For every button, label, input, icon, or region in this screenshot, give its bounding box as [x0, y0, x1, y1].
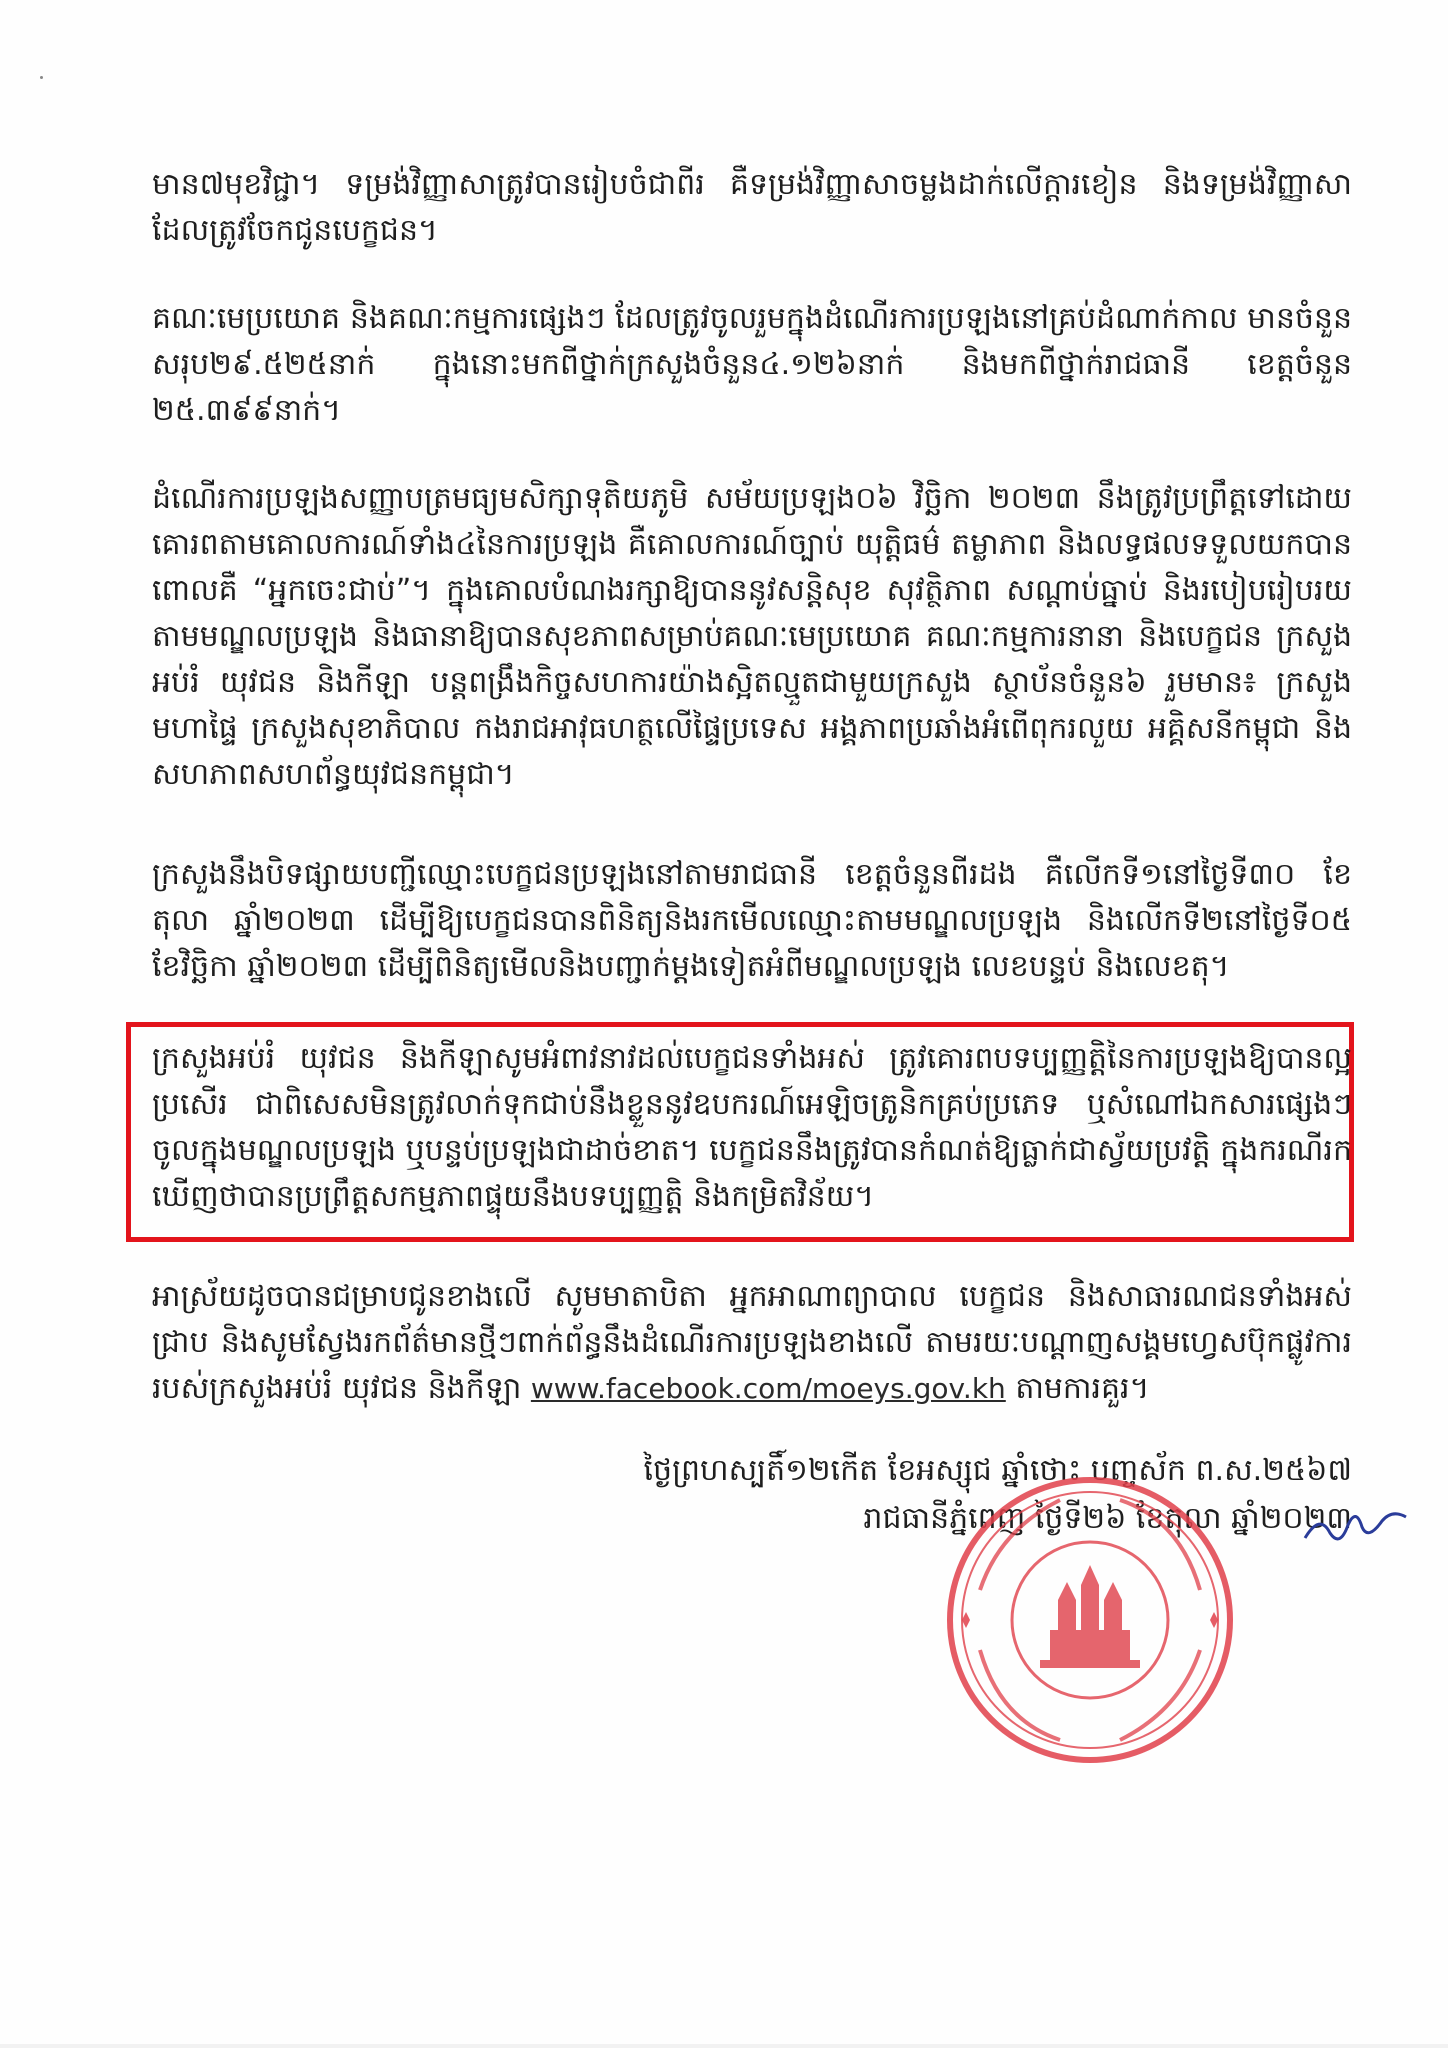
paragraph-subjects: មាន៧មុខវិជ្ជា។ ទម្រង់វិញ្ញាសាត្រូវបានរៀបចំជាពីរ គឺទម្រង់វិញ្ញាសាចម្លងដាក់លើក្តារខៀន និងទម្រង់វិញ្ញាសាដែលត្រូវចែកជូនបេក្ខជន។ — [152, 167, 1352, 248]
scan-speck — [40, 76, 43, 79]
lunar-date-line: ថ្ងៃព្រហស្បតិ៍១២កើត ខែអស្សុជ ឆ្នាំថោះ បញ្ចស័ក ព.ស.២៥៦៧ — [643, 1453, 1352, 1488]
closing-tail: តាមការគួរ។ — [1005, 1371, 1150, 1406]
paragraph-closing — [152, 1274, 1352, 1412]
ministry-seal-icon — [940, 1470, 1240, 1770]
facebook-link[interactable]: www.facebook.com/moeys.gov.kh — [530, 1372, 1006, 1405]
paragraph-committee: គណៈមេប្រយោគ និងគណៈកម្មការផ្សេងៗ ដែលត្រូវចូលរួមក្នុងដំណើរការប្រឡងនៅគ្រប់ដំណាក់កាល មានចំនួនសរុប២៩.៥២៥នាក់ ក្នុងនោះមកពីថ្នាក់ក្រសួងចំនួន៤.១២៦នាក់ និងមកពីថ្នាក់រាជធានី ខេត្តចំនួន ២៥.៣៩៩នាក់។ — [152, 301, 1352, 428]
scan-edge — [0, 2044, 1448, 2048]
closing-text: អាស្រ័យដូចបានជម្រាបជូនខាងលើ សូមមាតាបិតា អ្នកអាណាព្យាបាល បេក្ខជន និងសាធារណជនទាំងអស់ជ្រាប និងសូមស្វែងរកព័ត៌មានថ្មីៗពាក់ព័ន្ធនឹងដំណើរការប្រឡងខាងលើ តាមរយៈបណ្តាញសង្គមហ្វេសប៊ុកផ្លូវការរបស់ក្រសួងអប់រំ យុវជន និងកីឡា — [152, 1279, 1352, 1406]
paragraph-exam-process: ដំណើរការប្រឡងសញ្ញាបត្រមធ្យមសិក្សាទុតិយភូមិ សម័យប្រឡង០៦ វិច្ឆិកា ២០២៣ នឹងត្រូវប្រព្រឹត្តទៅដោយគោរពតាមគោលការណ៍ទាំង៤នៃការប្រឡង គឺគោលការណ៍ច្បាប់ យុត្តិធម៌ តម្លាភាព និងលទ្ធផលទទួលយកបាន ពោលគឺ “អ្នកចេះជាប់”។ ក្នុងគោលបំណងរក្សាឱ្យបាននូវសន្តិសុខ សុវត្ថិភាព សណ្តាប់ធ្នាប់ និងរបៀបរៀបរយតាមមណ្ឌលប្រឡង និងធានាឱ្យបានសុខភាពសម្រាប់គណៈមេប្រយោគ គណៈកម្មការនានា និងបេក្ខជន ក្រសួងអប់រំ យុវជន និងកីឡា បន្តពង្រឹងកិច្ចសហការយ៉ាងស្អិតល្មួតជាមួយក្រសួង ស្ថាប័នចំនួន៦ រួមមាន៖ ក្រសួងមហាផ្ទៃ ក្រសួងសុខាភិបាល កងរាជអាវុធហត្ថលើផ្ទៃប្រទេស អង្គភាពប្រឆាំងអំពើពុករលួយ អគ្គិសនីកម្ពុជា និងសហភាពសហព័ន្ធយុវជនកម្ពុជា។ — [152, 481, 1352, 792]
paragraph-appeal: ក្រសួងអប់រំ យុវជន និងកីឡាសូមអំពាវនាវដល់បេក្ខជនទាំងអស់ ត្រូវគោរពបទប្បញ្ញត្តិនៃការប្រឡងឱ្យបានល្អប្រសើរ ជាពិសេសមិនត្រូវលាក់ទុកជាប់នឹងខ្លួននូវឧបករណ៍អេឡិចត្រូនិកគ្រប់ប្រភេទ ឬសំណៅឯកសារផ្សេងៗចូលក្នុងមណ្ឌលប្រឡង ឬបន្ទប់ប្រឡងជាដាច់ខាត។ បេក្ខជននឹងត្រូវបានកំណត់ឱ្យធ្លាក់ជាស្វ័យប្រវត្តិ ក្នុងករណីរកឃើញថាបានប្រព្រឹត្តសកម្មភាពផ្ទុយនឹងបទប្បញ្ញត្តិ និងកម្រិតវិន័យ។ — [152, 1041, 1352, 1214]
solar-date-line: រាជធានីភ្នំពេញ ថ្ងៃទី២៦ ខែតុលា ឆ្នាំ២០២៣ — [863, 1501, 1352, 1536]
signature-scribble-icon — [1300, 1498, 1410, 1558]
paragraph-candidate-list: ក្រសួងនឹងបិទផ្សាយបញ្ជីឈ្មោះបេក្ខជនប្រឡងនៅតាមរាជធានី ខេត្តចំនួនពីរដង គឺលើកទី១នៅថ្ងៃទី៣០ ខែតុលា ឆ្នាំ២០២៣ ដើម្បីឱ្យបេក្ខជនបានពិនិត្យនិងរកមើលឈ្មោះតាមមណ្ឌលប្រឡង និងលើកទី២នៅថ្ងៃទី០៥ ខែវិច្ឆិកា ឆ្នាំ២០២៣ ដើម្បីពិនិត្យមើលនិងបញ្ជាក់ម្តងទៀតអំពីមណ្ឌលប្រឡង លេខបន្ទប់ និងលេខតុ។ — [152, 857, 1352, 984]
